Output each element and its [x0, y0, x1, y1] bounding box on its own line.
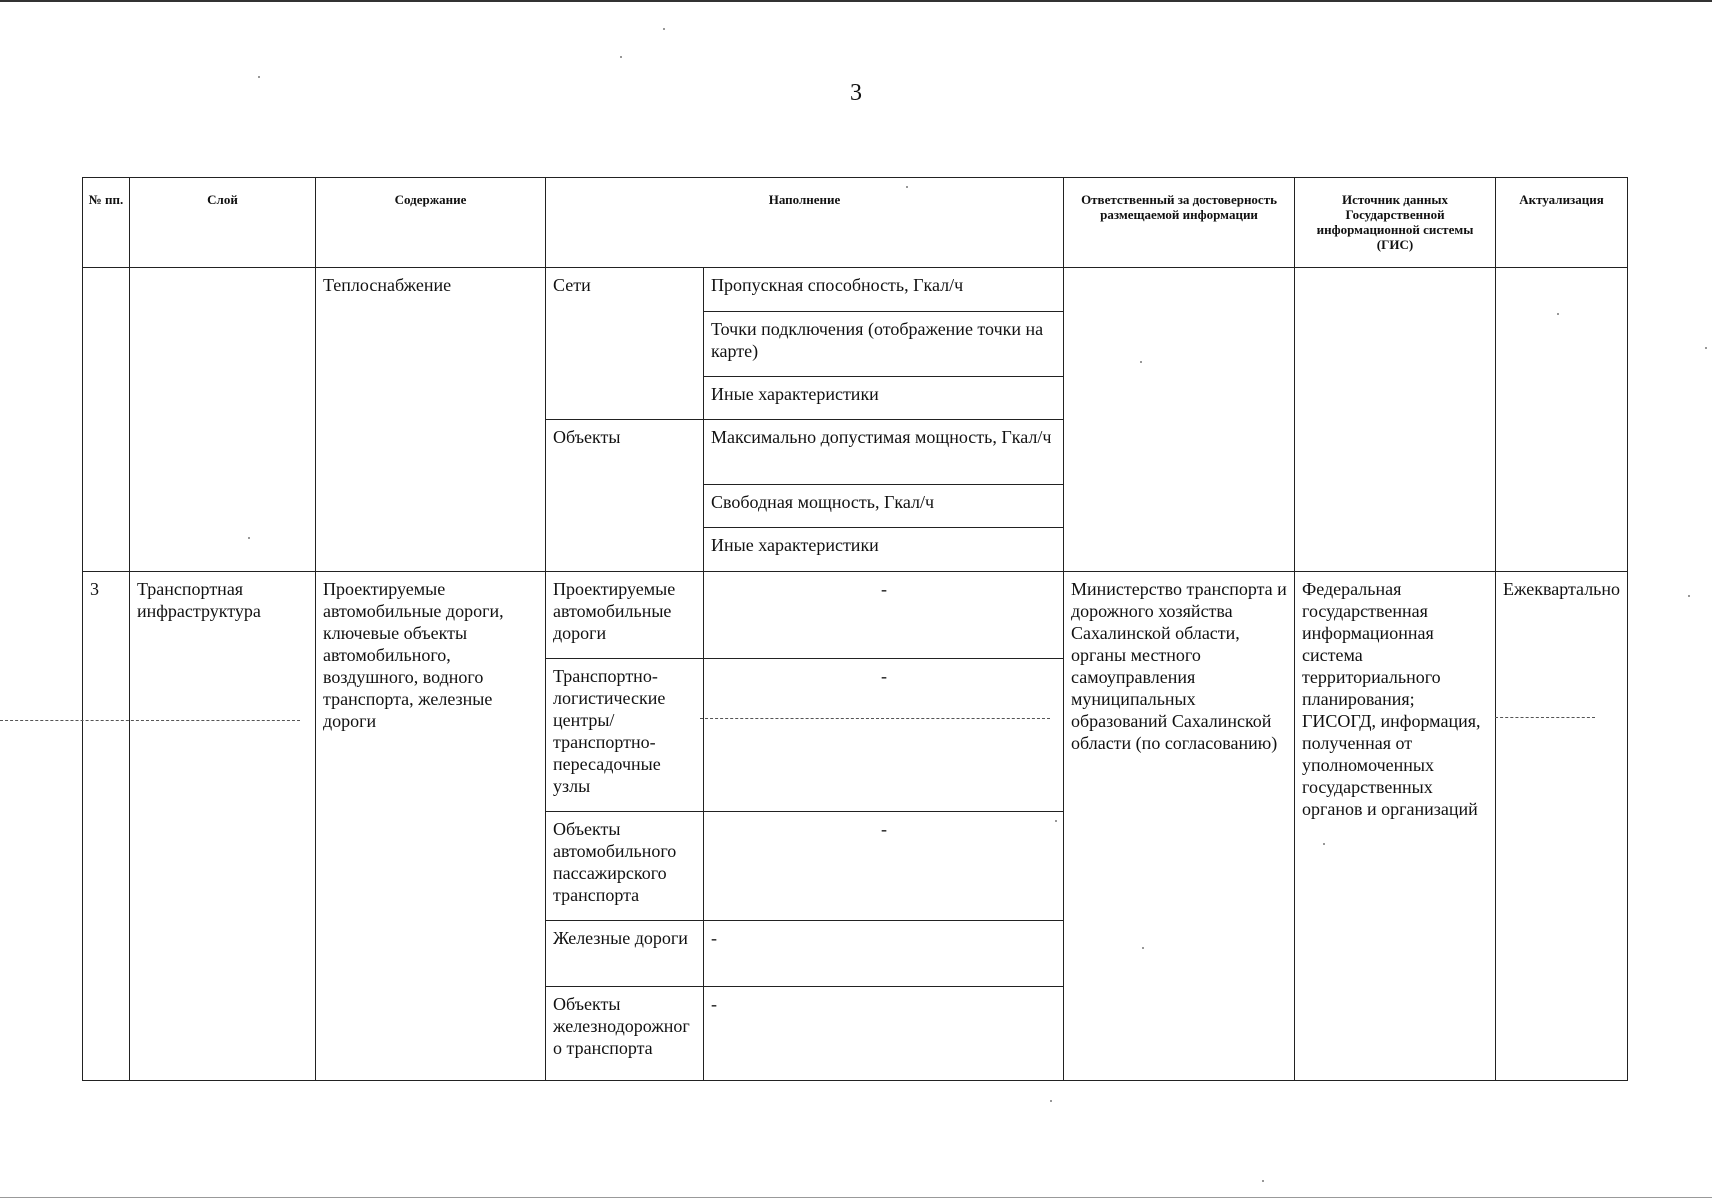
heat-objects-item: Свободная мощность, Гкал/ч [704, 485, 1064, 528]
scan-fold-line [700, 718, 1050, 719]
scan-speck [1140, 361, 1142, 363]
heat-layer-cell [130, 268, 316, 572]
heat-objects-item: Иные характеристики [704, 528, 1064, 572]
top-border-line [0, 0, 1712, 2]
header-content: Содержание [316, 178, 546, 268]
transport-row-label: Проектируемые автомобильные дороги [546, 572, 704, 659]
header-num: № пп. [83, 178, 130, 268]
heat-networks-item: Иные характеристики [704, 377, 1064, 420]
header-update: Актуализация [1496, 178, 1628, 268]
transport-layer-cell: Транспортная инфраструктура [130, 572, 316, 1081]
heat-source-cell [1295, 268, 1496, 572]
scan-speck [620, 56, 622, 58]
header-responsible: Ответственный за достоверность размещаемой информации [1064, 178, 1295, 268]
header-filling: Наполнение [546, 178, 1064, 268]
page-number: 3 [850, 80, 862, 106]
transport-row-value: - [704, 921, 1064, 987]
transport-row-value: - [704, 987, 1064, 1081]
heat-num-cell [83, 268, 130, 572]
scan-speck [906, 186, 908, 188]
heat-responsible-cell [1064, 268, 1295, 572]
scan-fold-line [0, 720, 300, 721]
heat-networks-item: Точки подключения (отображение точки на карте) [704, 312, 1064, 377]
bottom-border-line [0, 1197, 1712, 1198]
table-row [83, 572, 1628, 659]
scan-speck [1142, 947, 1144, 949]
scan-fold-line [1495, 717, 1595, 718]
transport-row-label: Объекты железнодорожного транспорта [546, 987, 704, 1081]
table-row [83, 268, 1628, 312]
heat-objects-label: Объекты [546, 420, 704, 572]
scan-speck [1688, 595, 1690, 597]
transport-row-label: Железные дороги [546, 921, 704, 987]
transport-row-value: - [704, 659, 1064, 812]
heat-objects-item: Максимально допустимая мощность, Гкал/ч [704, 420, 1064, 485]
transport-row-label: Объекты автомобильного пассажирского транспорта [546, 812, 704, 921]
scan-speck [258, 76, 260, 78]
heat-update-cell [1496, 268, 1628, 572]
heat-networks-item: Пропускная способность, Гкал/ч [704, 268, 1064, 312]
transport-row-value: - [704, 572, 1064, 659]
transport-content-cell: Проектируемые автомобильные дороги, ключевые объекты автомобильного, воздушного, водного транспорта, железные дороги [316, 572, 546, 1081]
transport-num-cell: 3 [83, 572, 130, 1081]
transport-row-value: - [704, 812, 1064, 921]
registry-table [82, 177, 1628, 1081]
scan-speck [1323, 843, 1325, 845]
header-layer: Слой [130, 178, 316, 268]
transport-source-cell: Федеральная государственная информационная система территориального планирования; ГИСОГД, информация, полученная от уполномоченных государственных органов и организаций [1295, 572, 1496, 1081]
scan-speck [1557, 313, 1559, 315]
transport-update-cell: Ежеквартально [1496, 572, 1628, 1081]
heat-content-cell: Теплоснабжение [316, 268, 546, 572]
scan-speck [1262, 1180, 1264, 1182]
scan-speck [248, 537, 250, 539]
heat-networks-label: Сети [546, 268, 704, 420]
transport-row-label: Транспортно-логистические центры/ транспортно-пересадочные узлы [546, 659, 704, 812]
header-row [83, 178, 1628, 268]
scan-speck [663, 28, 665, 30]
scan-speck [1705, 347, 1707, 349]
header-source: Источник данных Государственной информационной системы (ГИС) [1295, 178, 1496, 268]
scan-speck [1055, 820, 1057, 822]
transport-responsible-cell: Министерство транспорта и дорожного хозяйства Сахалинской области, органы местного самоуправления муниципальных образований Сахалинской области (по согласованию) [1064, 572, 1295, 1081]
scan-speck [1050, 1100, 1052, 1102]
